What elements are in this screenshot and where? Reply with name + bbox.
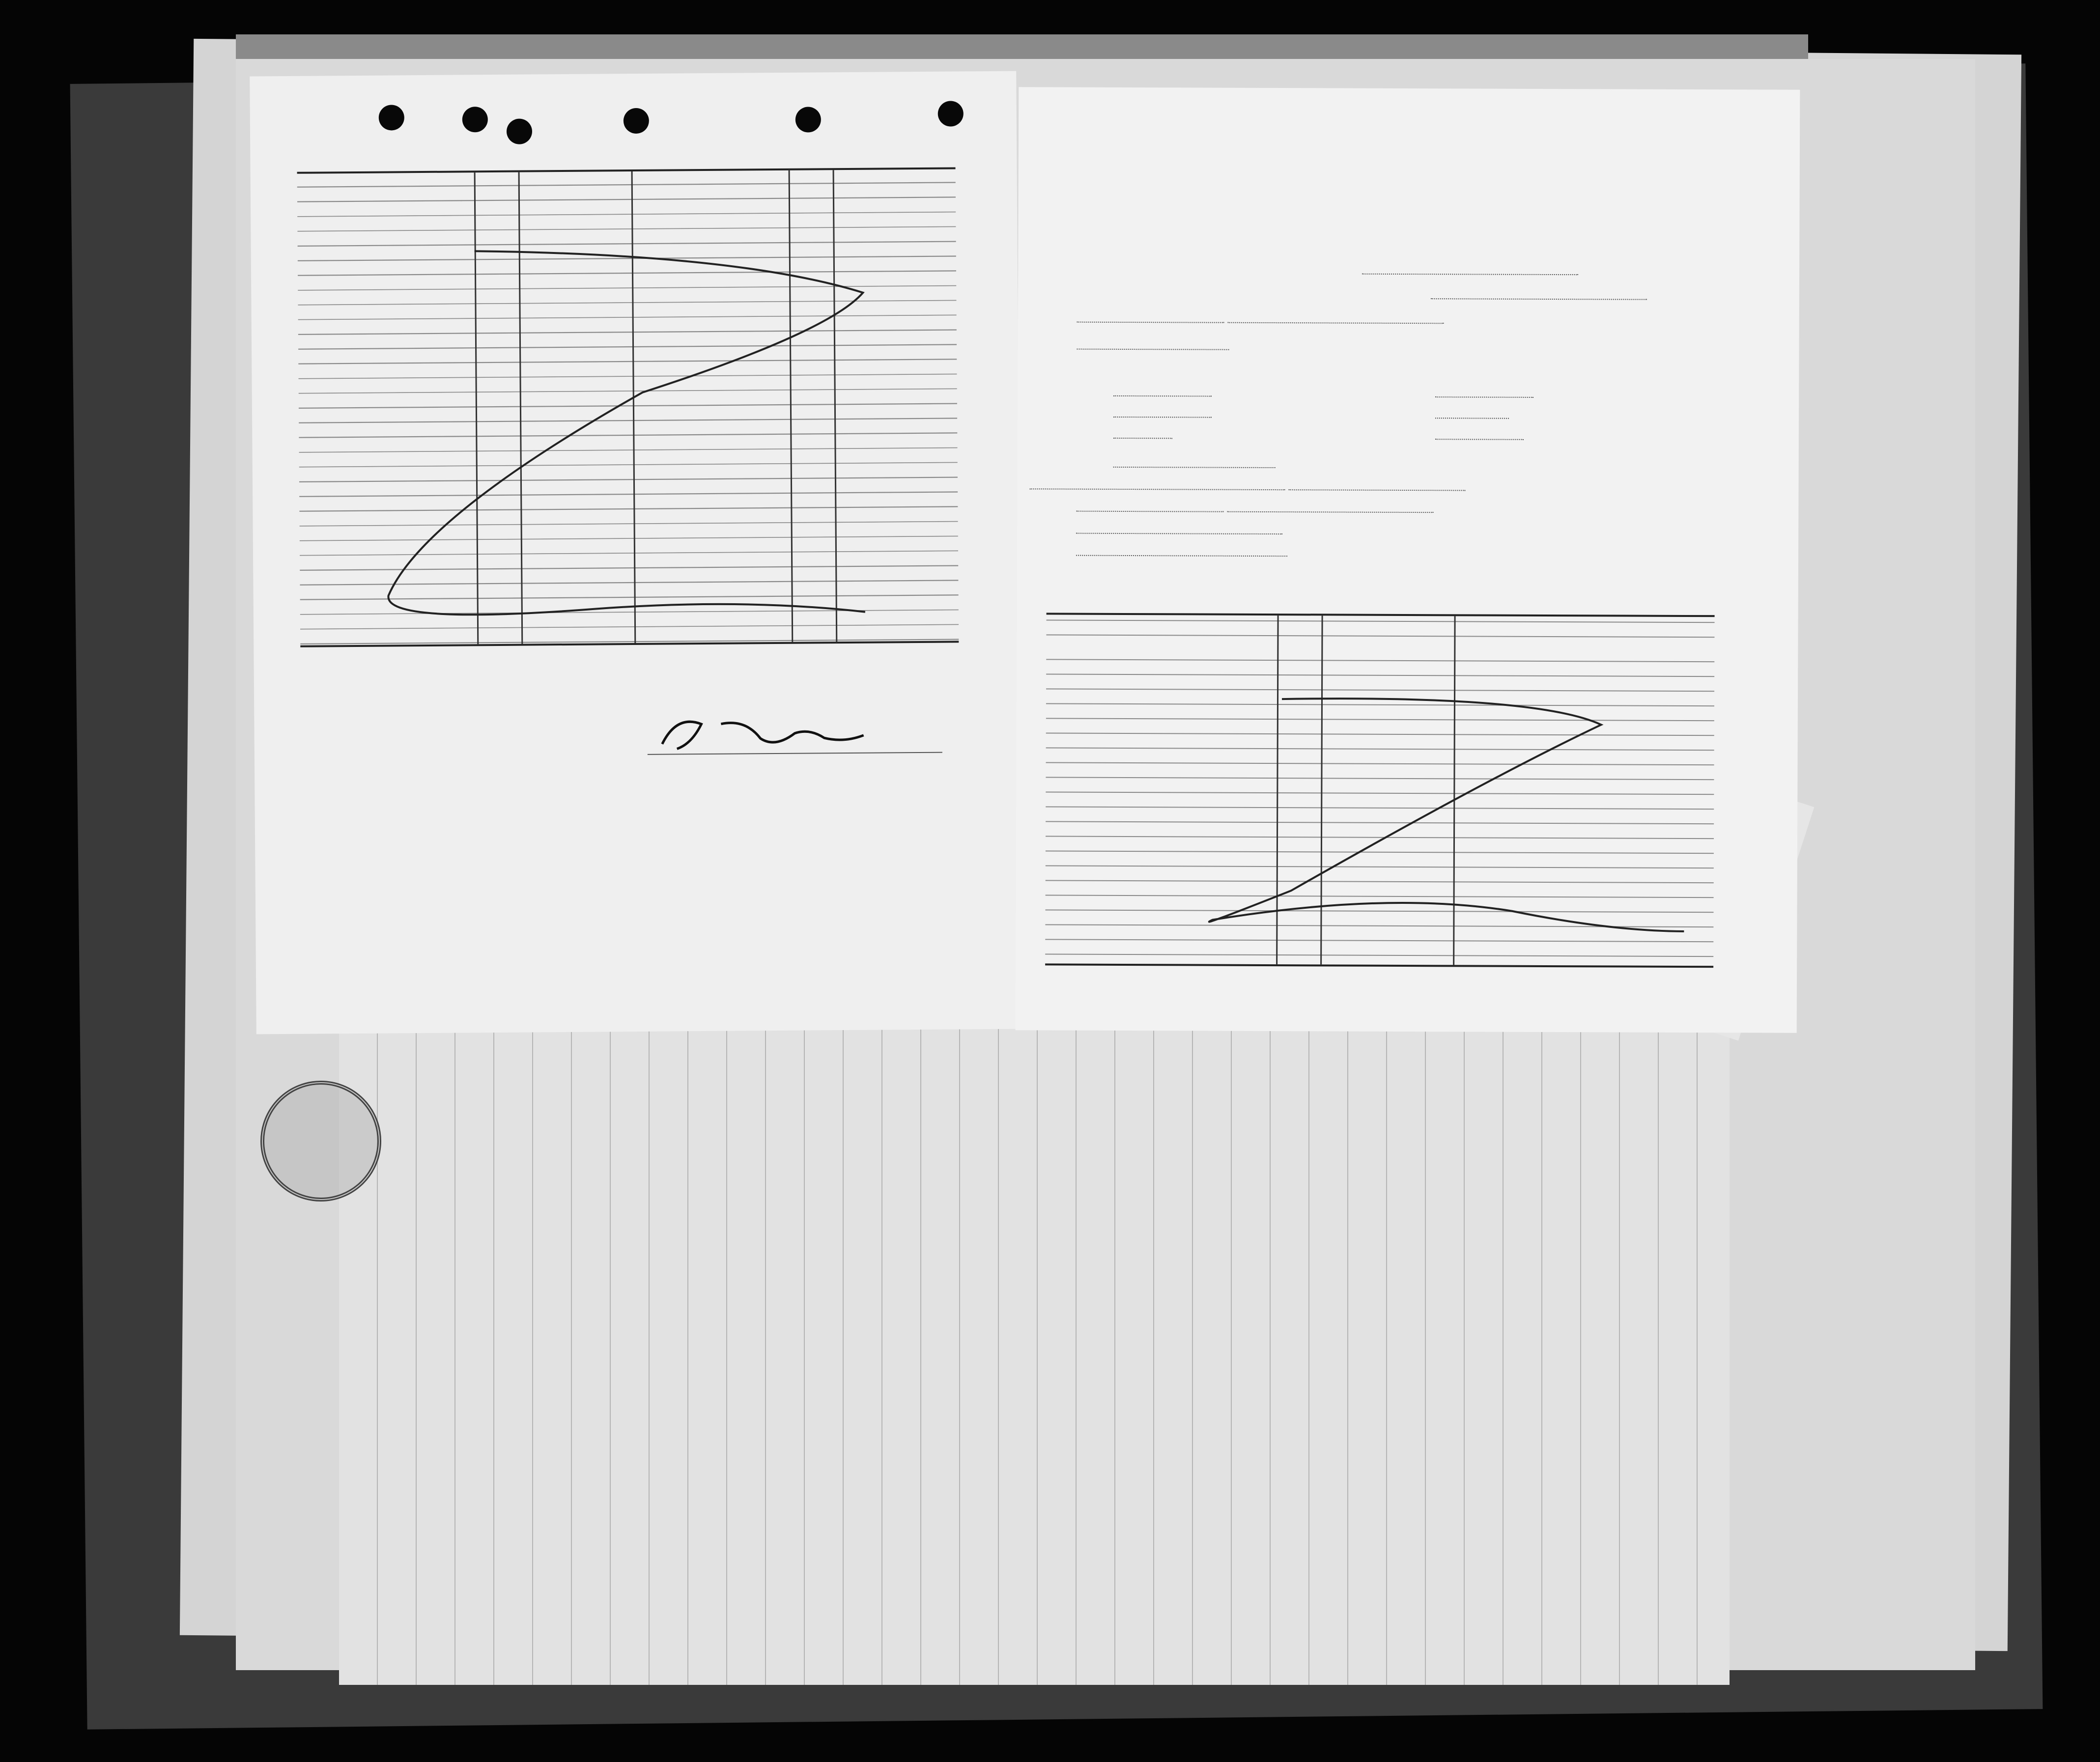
discharged-line: [1113, 406, 1212, 421]
total-arrival-value: [1113, 395, 1212, 397]
destination-value: [1227, 511, 1433, 513]
date-value: [1431, 298, 1647, 300]
cancel-scribble: [297, 169, 959, 645]
left-page: [250, 71, 1023, 1035]
master-signature: [647, 708, 942, 755]
sail-value: [1076, 511, 1223, 512]
consignee-value: [1029, 488, 1285, 490]
total-date-line: [1435, 428, 1524, 444]
sail-line: [1076, 500, 1433, 517]
department: [1057, 227, 1755, 230]
deserting-seamen-table: [1045, 613, 1714, 968]
voyage-line: [1076, 544, 1287, 560]
punch-hole: [795, 107, 821, 132]
date-line: [1431, 287, 1647, 304]
signature-image: [647, 708, 942, 754]
via-line: [1076, 522, 1282, 538]
punch-hole: [624, 108, 649, 134]
arrived-value: [1113, 467, 1276, 468]
seamen-signed-on-table: [297, 167, 959, 647]
deserted-line: [1435, 386, 1533, 401]
total-date-value: [1435, 439, 1524, 440]
port-stamp: [260, 1081, 381, 1202]
deserting-title: [1056, 591, 1754, 593]
total-arrival-line: [1113, 385, 1212, 400]
master-line: [1077, 311, 1444, 328]
statement-title: [1058, 159, 1756, 161]
signed-on-line: [1113, 427, 1172, 442]
lying-value: [1288, 489, 1465, 491]
manifest-grid: [339, 1027, 1730, 1685]
deserted-value: [1435, 396, 1533, 398]
punch-hole: [379, 105, 404, 130]
arrived-line: [1113, 456, 1276, 472]
port-value: [1362, 274, 1578, 276]
punch-hole: [462, 107, 488, 132]
from-port-value: [1077, 349, 1229, 350]
discharged-value: [1113, 417, 1212, 418]
port-line: [1362, 263, 1578, 279]
hospital-value: [1435, 418, 1509, 419]
acknowledgment-text: [298, 656, 966, 660]
nationality-value: [1077, 322, 1224, 323]
signed-on-value: [1113, 438, 1172, 439]
first-port-value: [1076, 555, 1287, 557]
punch-hole: [938, 101, 964, 126]
right-page: [1016, 87, 1800, 1033]
cancel-scribble: [1045, 615, 1714, 966]
hospital-line: [1435, 407, 1509, 422]
punch-hole: [507, 118, 532, 144]
from-port-line: [1077, 338, 1229, 354]
consignee-line: [1029, 477, 1465, 494]
vessel-value: [1227, 322, 1444, 324]
extract-body: [299, 788, 967, 793]
